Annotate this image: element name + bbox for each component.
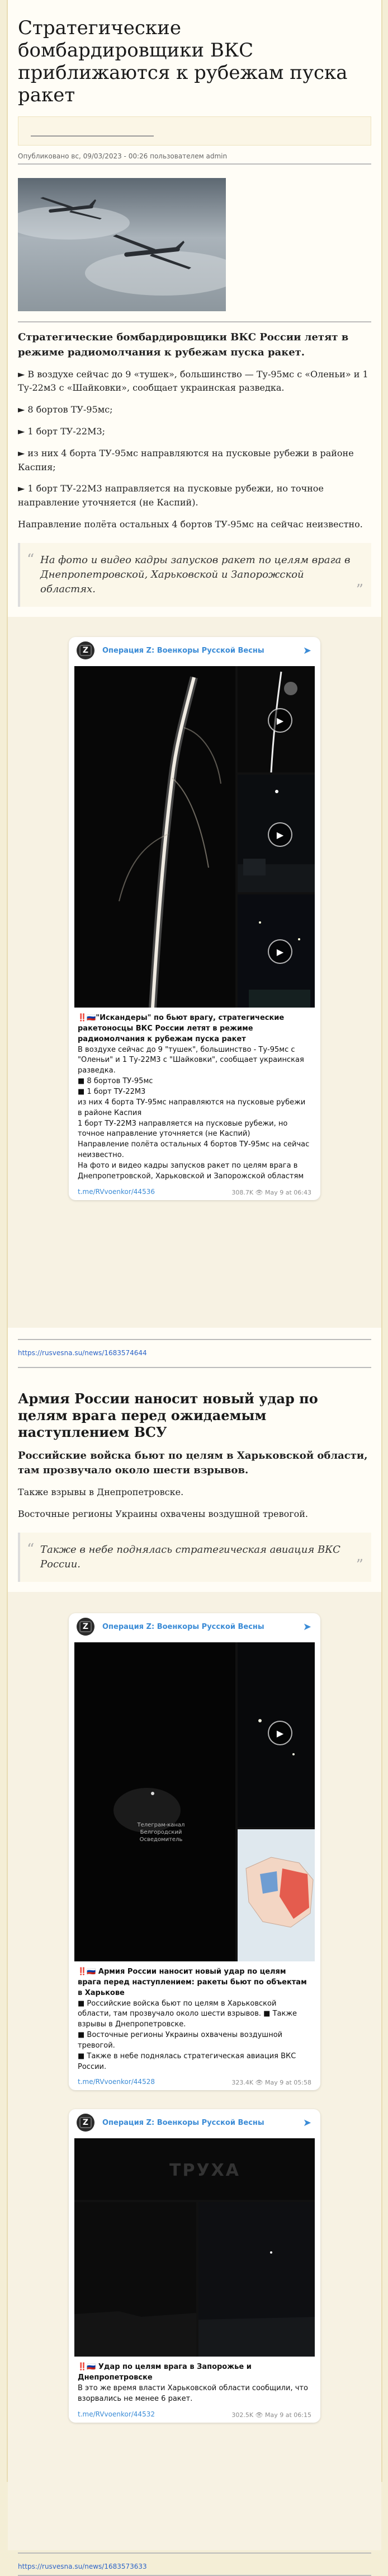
channel-name-link[interactable]: Операция Z: Военкоры Русской Весны <box>102 647 264 655</box>
quote-text: Также в небе поднялась стратегическая авиация ВКС России. <box>40 1543 340 1570</box>
paragraph: Восточные регионы Украины охвачены воздушной тревогой. <box>18 1509 308 1520</box>
post-stats: 302.5K 👁 May 9 at 06:15 <box>231 2411 311 2419</box>
video-thumbnail[interactable] <box>74 2138 315 2200</box>
telegram-post-header <box>69 2109 320 2138</box>
telegram-post-header <box>69 1613 320 1642</box>
play-icon[interactable]: ▶ <box>268 822 292 847</box>
telegram-post[interactable] <box>69 1613 320 2090</box>
telegram-media-grid <box>74 2138 315 2357</box>
paragraph: ► 1 борт ТУ-22М3 направляется на пусковые рубежи, но точное направление уточняется (не Каспий). <box>18 483 324 508</box>
post-line: ■ Российские войска бьют по целям в Харьковской области, там прозвучало около шести взрывов. ■ Также взрывы в Днепропетровске. <box>78 1999 297 2029</box>
video-thumbnail[interactable] <box>74 666 235 1008</box>
article-lead: Российские войска бьют по целям в Харьковской области, там прозвучало около шести взрывов. <box>18 1450 368 1477</box>
play-icon[interactable]: ▶ <box>268 939 292 964</box>
telegram-media-grid <box>74 1642 315 1961</box>
channel-avatar[interactable]: Z <box>77 641 94 659</box>
post-headline: ‼️🇷🇺"Искандеры" по бьют врагу, стратегические ракетоносцы ВКС России летят в режиме радиомолчания к рубежам пуска ракет <box>78 1014 285 1043</box>
telegram-plane-icon[interactable]: ➤ <box>302 2117 311 2129</box>
post-line: В это же время власти Харьковской области сообщили, что взорвались не менее 6 ракет. <box>78 2384 308 2404</box>
post-headline: ‼️🇷🇺 Удар по целям врага в Запорожье и Днепропетровске <box>78 2363 252 2382</box>
post-line: На фото и видео кадры запусков ракет по целям врага в Днепропетровской, Харьковской и Запорожской областям <box>78 1161 304 1181</box>
article-title: Армия России наносит новый удар по целям врага перед ожидаемым наступлением ВСУ <box>18 1390 318 1441</box>
post-link[interactable]: t.me/RVvoenkor/44528 <box>78 2078 155 2086</box>
post-stats: 323.4K 👁 May 9 at 05:58 <box>231 2079 311 2087</box>
telegram-post[interactable] <box>69 2109 320 2422</box>
telegram-plane-icon[interactable]: ➤ <box>302 645 311 657</box>
video-watermark: Телеграм-канал Белгородский Осведомитель <box>137 1822 185 1843</box>
post-headline: ‼️🇷🇺 Армия России наносит новый удар по целям врага перед наступлением: ракеты бьют по объектам в Харькове <box>78 1968 307 1997</box>
telegram-media-grid <box>74 666 315 1008</box>
post-link[interactable]: t.me/RVvoenkor/44532 <box>78 2410 155 2418</box>
telegram-post-text <box>69 2357 320 2408</box>
post-line: ■ 1 борт ТУ-22М3 <box>78 1087 146 1096</box>
article-title: Стратегические бомбардировщики ВКС приближаются к рубежам пуска ракет <box>18 17 348 107</box>
divider <box>18 1339 371 1340</box>
source-link[interactable]: https://rusvesna.su/news/1683573633 <box>18 2563 147 2571</box>
telegram-embed-container <box>8 1592 381 2550</box>
video-thumbnail[interactable] <box>238 775 315 892</box>
quote-text: На фото и видео кадры запусков ракет по целям врага в Днепропетровской, Харьковской и Запорожской областях. <box>40 554 351 595</box>
close-quote-icon: ” <box>356 582 363 599</box>
paragraph: ► 1 борт ТУ-22М3; <box>18 426 106 437</box>
article-meta: Опубликовано вс, 09/03/2023 - 00:26 пользователем admin <box>18 152 371 165</box>
post-line: ■ 8 бортов ТУ-95мс <box>78 1077 153 1086</box>
post-link[interactable]: t.me/RVvoenkor/44536 <box>78 1187 155 1196</box>
play-icon[interactable]: ▶ <box>268 708 292 733</box>
video-thumbnail[interactable] <box>238 1642 315 1827</box>
telegram-post[interactable] <box>69 637 320 1200</box>
telegram-plane-icon[interactable]: ➤ <box>302 1621 311 1633</box>
video-thumbnail[interactable] <box>74 2202 196 2357</box>
blockquote <box>18 1533 371 1582</box>
post-stats: 308.7K 👁 May 9 at 06:43 <box>231 1188 311 1196</box>
telegram-post-footer <box>69 2408 320 2423</box>
video-thumbnail[interactable] <box>198 2202 315 2357</box>
channel-avatar[interactable]: Z <box>77 2114 94 2132</box>
post-line: В воздухе сейчас до 9 "тушек", большинство - Ту-95мс с "Оленьи" и 1 Ту-22М3 с "Шайковки", сообщает украинская разведка. <box>78 1045 304 1075</box>
paragraph: ► из них 4 борта ТУ-95мс направляются на пусковые рубежи в районе Каспия; <box>18 447 354 472</box>
divider <box>18 321 371 322</box>
paragraph: Также взрывы в Днепропетровске. <box>18 1487 184 1498</box>
video-thumbnail[interactable] <box>74 1642 235 1961</box>
close-quote-icon: ” <box>356 1557 363 1574</box>
post-line: из них 4 борта ТУ-95мс направляются на пусковые рубежи в районе Каспия <box>78 1098 306 1117</box>
divider <box>18 1367 371 1368</box>
telegram-post-text <box>69 1008 320 1186</box>
channel-avatar[interactable]: Z <box>77 1618 94 1636</box>
blockquote <box>18 543 371 607</box>
divider <box>18 2552 371 2554</box>
post-line: ■ Также в небе поднялась стратегическая авиация ВКС России. <box>78 2052 296 2071</box>
video-thumbnail[interactable] <box>238 894 315 1008</box>
open-quote-icon: “ <box>27 1540 35 1558</box>
channel-name-link[interactable]: Операция Z: Военкоры Русской Весны <box>102 1623 264 1632</box>
map-thumbnail[interactable] <box>238 1829 315 1961</box>
video-watermark: ТРУХА <box>169 2161 240 2181</box>
article-lead: Стратегические бомбардировщики ВКС России летят в режиме радиомолчания к рубежам пуска ракет. <box>18 331 349 358</box>
telegram-post-header <box>69 637 320 666</box>
article-image-bombers <box>18 178 226 311</box>
page-frame <box>7 0 382 2571</box>
play-icon[interactable]: ▶ <box>268 1721 292 1745</box>
telegram-embed-container <box>8 617 381 1328</box>
channel-name-link[interactable]: Операция Z: Военкоры Русской Весны <box>102 2119 264 2128</box>
telegram-post-footer <box>69 1186 320 1200</box>
paragraph: ► 8 бортов ТУ-95мс; <box>18 404 113 415</box>
article-toolbar <box>18 116 371 146</box>
post-line: ■ Восточные регионы Украины охвачены воздушной тревогой. <box>78 2031 283 2050</box>
telegram-post-text <box>69 1961 320 2076</box>
post-line: 1 борт ТУ-22М3 направляется на пусковые рубежи, но точное направление уточняется (не Каспий) <box>78 1119 288 1139</box>
telegram-post-footer <box>69 2076 320 2090</box>
source-link[interactable]: https://rusvesna.su/news/1683574644 <box>18 1349 147 1357</box>
paragraph: Направление полёта остальных 4 бортов ТУ-95мс на сейчас неизвестно. <box>18 519 363 530</box>
post-line: Направление полёта остальных 4 бортов ТУ-95мс на сейчас неизвестно. <box>78 1140 310 1160</box>
paragraph: ► В воздухе сейчас до 9 «тушек», большинство — Ту-95мс с «Оленьи» и 1 Ту-22м3 с «Шайковки», сообщает украинская разведка. <box>18 368 368 394</box>
open-quote-icon: “ <box>27 551 35 568</box>
video-thumbnail[interactable] <box>238 666 315 772</box>
